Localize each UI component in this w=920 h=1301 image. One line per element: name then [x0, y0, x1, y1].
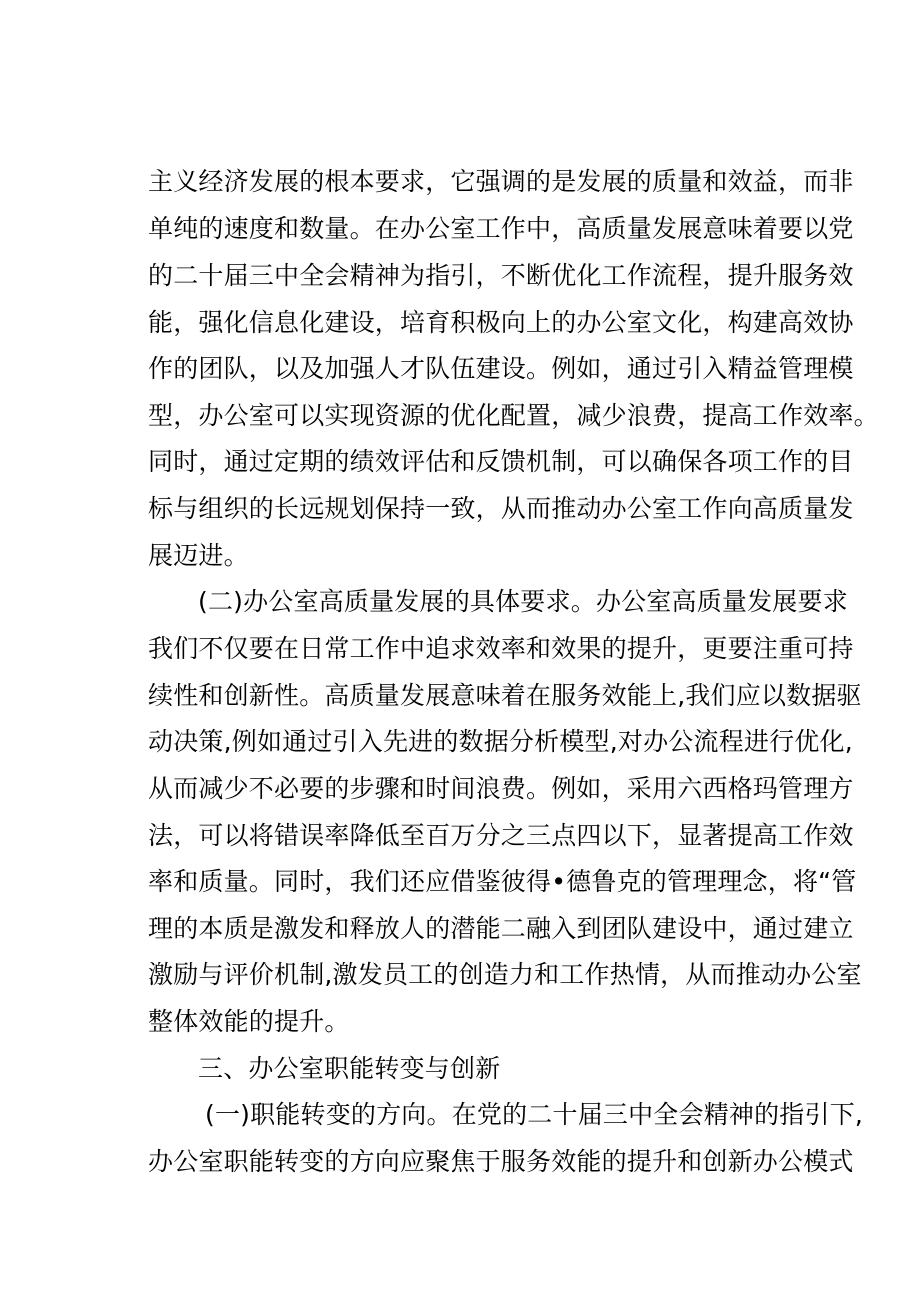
- text-line: 激励与评价机制,激发员工的创造力和工作热情，从而推动办公室: [148, 960, 862, 989]
- text-line: 办公室职能转变的方向应聚焦于服务效能的提升和创新办公模式: [148, 1147, 854, 1176]
- text-line: 续性和创新性。高质量发展意味着在服务效能上,我们应以数据驱: [148, 681, 862, 710]
- text-line: 动决策,例如通过引入先进的数据分析模型,对办公流程进行优化,: [148, 727, 853, 756]
- text-line: 标与组织的长远规划保持一致，从而推动办公室工作向高质量发: [148, 494, 854, 523]
- text-line: 同时，通过定期的绩效评估和反馈机制，可以确保各项工作的目: [148, 447, 854, 476]
- text-line: 我们不仅要在日常工作中追求效率和效果的提升，更要注重可持: [148, 634, 854, 663]
- text-line: 率和质量。同时，我们还应借鉴彼得•德鲁克的管理理念，将“管: [148, 867, 857, 896]
- text-line: 法，可以将错误率降低至百万分之三点四以下，显著提高工作效: [148, 821, 854, 850]
- text-line: 理的本质是激发和释放人的潜能二融入到团队建设中，通过建立: [148, 914, 854, 943]
- text-line: 整体效能的提升。: [148, 1007, 350, 1036]
- paragraph-heading: (二)办公室高质量发展的具体要求。办公室高质量发展要求: [198, 587, 848, 616]
- text-line: 作的团队，以及加强人才队伍建设。例如，通过引入精益管理模: [148, 354, 854, 383]
- text-line: 展迈进。: [148, 541, 249, 570]
- text-line: 的二十届三中全会精神为指引，不断优化工作流程，提升服务效: [148, 261, 854, 290]
- text-line: 型，办公室可以实现资源的优化配置，减少浪费，提高工作效率。: [148, 401, 879, 430]
- section-heading: 三、办公室职能转变与创新: [198, 1054, 501, 1083]
- text-line: 单纯的速度和数量。在办公室工作中，高质量发展意味着要以党: [148, 214, 854, 243]
- text-line: 从而减少不必要的步骤和时间浪费。例如，采用六西格玛管理方: [148, 774, 854, 803]
- text-line: 主义经济发展的根本要求，它强调的是发展的质量和效益，而非: [148, 167, 854, 196]
- paragraph-heading: (一)职能转变的方向。在党的二十届三中全会精神的指引下,: [205, 1100, 864, 1129]
- text-line: 能，强化信息化建设，培育积极向上的办公室文化，构建高效协: [148, 308, 854, 337]
